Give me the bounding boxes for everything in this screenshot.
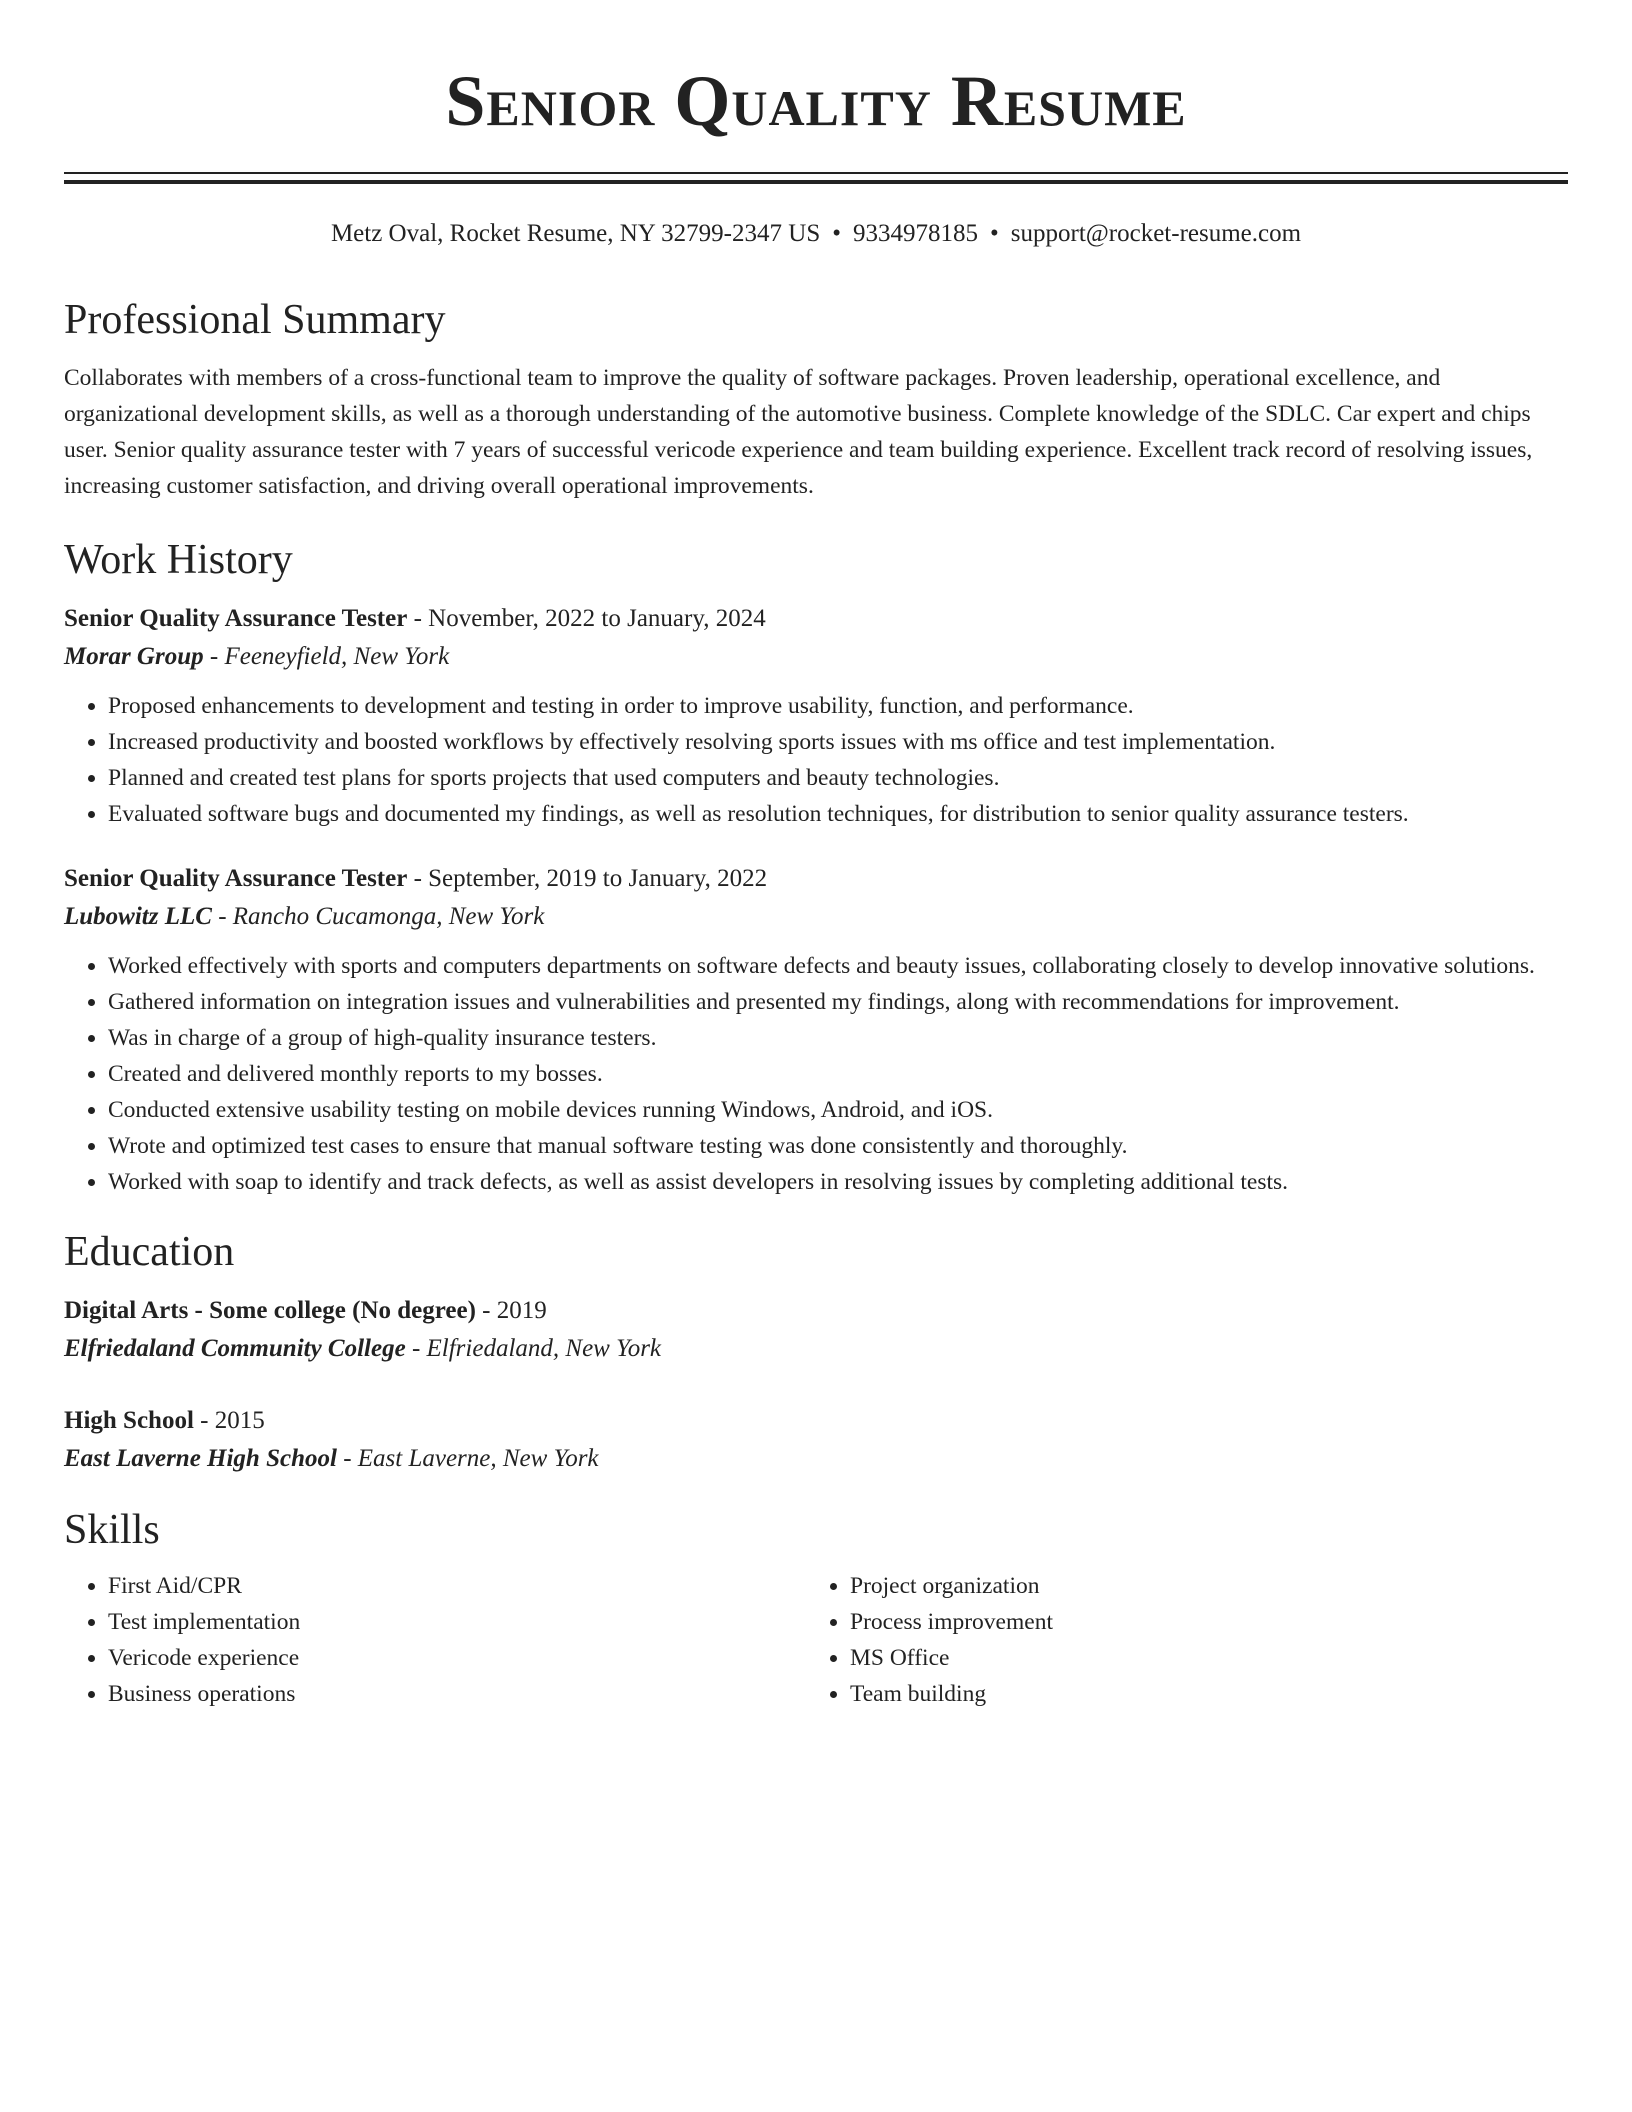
job-dash: - [407,865,429,892]
summary-heading: Professional Summary [64,297,446,343]
education-year: 2019 [496,1297,547,1324]
job-bullet: • Wrote and optimized test cases to ensure that manual software testing was done consistently and thoroughly. [108,1128,1568,1164]
contact-address: Metz Oval, Rocket Resume, NY 32799-2347 US [330,220,821,247]
skill-item: • Vericode experience [108,1640,806,1676]
job-bullet: • Created and delivered monthly reports to my bosses. [108,1056,1568,1092]
job-dash: - [211,903,233,930]
job-bullets [64,948,1568,1200]
education-location: East Laverne, New York [357,1445,599,1472]
job-title-line [64,860,1568,898]
education-school: Elfriedaland Community College [64,1335,406,1362]
skill-item: • Test implementation [108,1604,806,1640]
education-entry [64,1402,1568,1478]
education-school-line [64,1330,1568,1368]
job-dash: - [407,605,429,632]
contact-separator: • [990,220,999,247]
skills-list [806,1568,1548,1712]
skills-heading: Skills [64,1507,160,1553]
skills-column-left [64,1568,806,1712]
contact-line [64,218,1568,250]
job-bullets [64,688,1568,832]
skill-item: • First Aid/CPR [108,1568,806,1604]
job-company: Lubowitz LLC [64,903,212,930]
skills-column-right [806,1568,1548,1712]
education-location: Elfriedaland, New York [426,1335,662,1362]
job-company-line [64,898,1568,936]
job-bullet: • Gathered information on integration issues and vulnerabilities and presented my findings, along with recommendations for improvement. [108,984,1568,1020]
job-dash: - [203,643,225,670]
job-entry [64,600,1568,832]
summary-text: Collaborates with members of a cross-functional team to improve the quality of software packages. Proven leadership, operational excellence, and organizational development skills, as well as a thorough understanding of the automotive business. Complete knowledge of the SDLC. Car expert and chips user. Senior quality assurance tester with 7 years of successful vericode experience and team building experience. Excellent track record of resolving issues, increasing customer satisfaction, and driving overall operational improvements. [64,365,1533,499]
job-company-line [64,638,1568,676]
job-location: Rancho Cucamonga, New York [232,903,545,930]
contact-separator: • [832,220,841,247]
job-bullet: • Evaluated software bugs and documented my findings, as well as resolution techniques, for distribution to senior quality assurance testers. [108,796,1568,832]
job-dates: September, 2019 to January, 2022 [428,865,768,892]
education-school-line [64,1440,1568,1478]
job-bullet: • Planned and created test plans for sports projects that used computers and beauty technologies. [108,760,1568,796]
job-bullet: • Worked effectively with sports and computers departments on software defects and beauty issues, collaborating closely to develop innovative solutions. [108,948,1568,984]
skills-list [64,1568,806,1712]
education-degree: High School [64,1407,194,1434]
education-dash: - [405,1335,427,1362]
education-degree-line [64,1402,1568,1440]
job-entry [64,860,1568,1200]
education-year: 2015 [214,1407,265,1434]
title-divider-thick [64,180,1568,184]
job-bullet: • Proposed enhancements to development and testing in order to improve usability, function, and performance. [108,688,1568,724]
job-company: Morar Group [64,643,204,670]
skill-item: • MS Office [850,1640,1548,1676]
education-dash: - [475,1297,497,1324]
education-degree: Digital Arts - Some college (No degree) [64,1297,476,1324]
education-entry [64,1292,1568,1368]
skill-item: • Project organization [850,1568,1548,1604]
job-title: Senior Quality Assurance Tester [64,865,408,892]
job-bullet: • Worked with soap to identify and track defects, as well as assist developers in resolving issues by completing additional tests. [108,1164,1568,1200]
education-dash: - [336,1445,358,1472]
education-heading: Education [64,1229,235,1275]
job-title-line [64,600,1568,638]
skill-item: • Business operations [108,1676,806,1712]
work-history-heading: Work History [64,537,293,583]
job-title: Senior Quality Assurance Tester [64,605,408,632]
skills-grid [64,1568,1568,1712]
skill-item: • Team building [850,1676,1548,1712]
job-location: Feeneyfield, New York [224,643,450,670]
contact-email: support@rocket-resume.com [1010,220,1302,247]
job-bullet: • Conducted extensive usability testing on mobile devices running Windows, Android, and iOS. [108,1092,1568,1128]
title-divider-thin [64,172,1568,174]
job-bullet: • Increased productivity and boosted workflows by effectively resolving sports issues with ms office and test implementation. [108,724,1568,760]
education-degree-line [64,1292,1568,1330]
education-school: East Laverne High School [64,1445,337,1472]
resume-title: Senior Quality Resume [445,61,1187,141]
job-dates: November, 2022 to January, 2024 [428,605,766,632]
contact-phone: 9334978185 [853,220,978,247]
education-dash: - [193,1407,215,1434]
skill-item: • Process improvement [850,1604,1548,1640]
job-bullet: • Was in charge of a group of high-quality insurance testers. [108,1020,1568,1056]
